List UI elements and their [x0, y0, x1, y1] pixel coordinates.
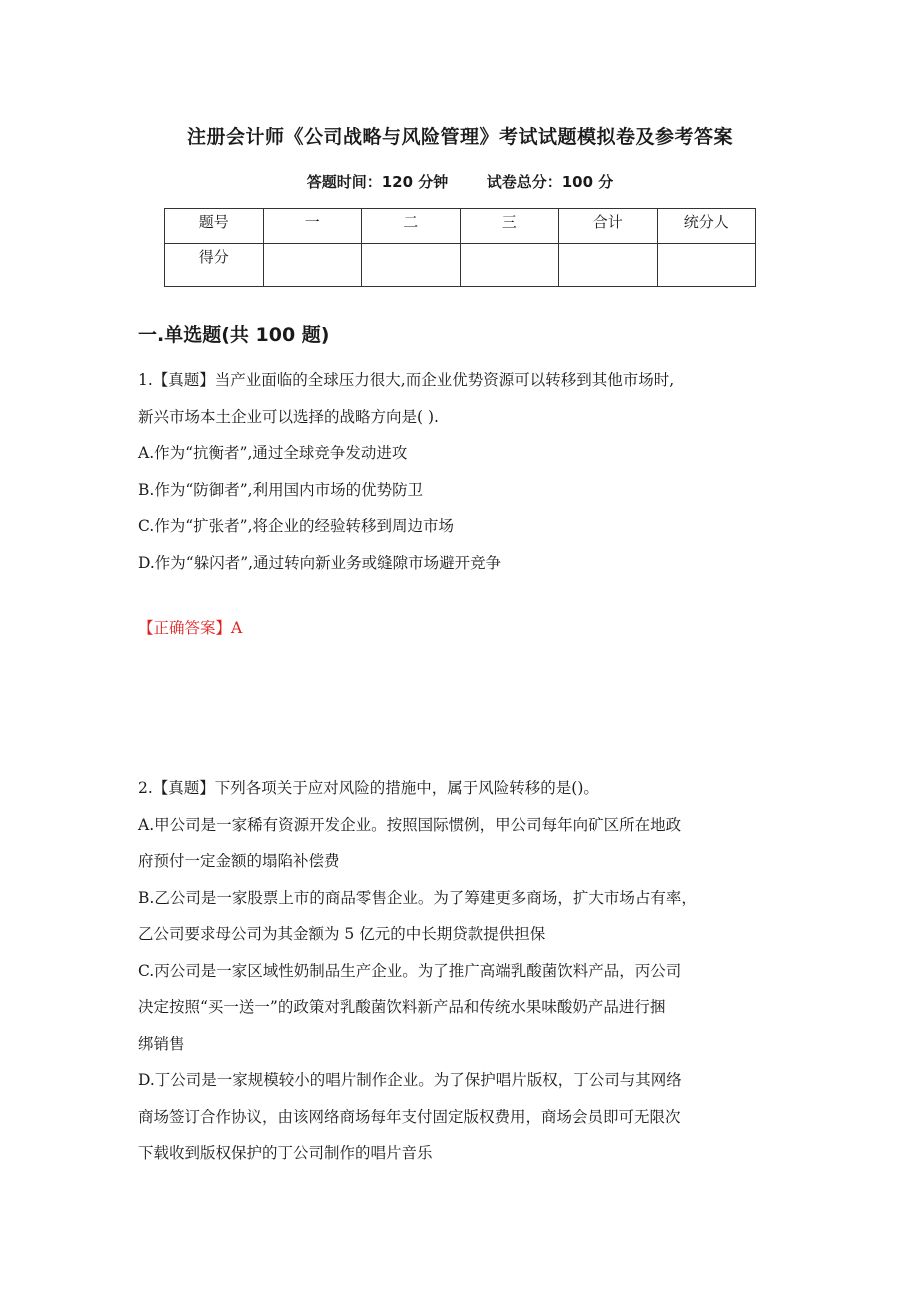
question-line: 下载收到版权保护的丁公司制作的唱片音乐 — [138, 1144, 433, 1162]
question-option: B.作为“防御者”,利用国内市场的优势防卫 — [138, 480, 424, 499]
question-stem-line: 新兴市场本土企业可以选择的战略方向是( ). — [138, 407, 439, 426]
score-table-row-label: 得分 — [165, 244, 264, 287]
score-table-header-cell: 三 — [460, 209, 559, 244]
correct-answer: 【正确答案】A — [138, 619, 243, 637]
score-table-score-row — [165, 244, 756, 287]
question-2 — [138, 770, 798, 1172]
exam-time: 答题时间：120 分钟 — [306, 173, 449, 191]
question-line: 乙公司要求母公司为其金额为 5 亿元的中长期贷款提供担保 — [138, 925, 546, 943]
question-line: 府预付一定金额的塌陷补偿费 — [138, 852, 340, 870]
score-table-empty-cell — [657, 244, 756, 287]
score-table-header-cell: 一 — [263, 209, 362, 244]
question-line: C.丙公司是一家区域性奶制品生产企业。为了推广高端乳酸菌饮料产品，丙公司 — [138, 961, 682, 980]
question-line: 商场签订合作协议，由该网络商场每年支付固定版权费用，商场会员即可无限次 — [138, 1107, 681, 1126]
score-table-empty-cell — [362, 244, 461, 287]
score-table — [164, 208, 756, 287]
question-line: D.丁公司是一家规模较小的唱片制作企业。为了保护唱片版权，丁公司与其网络 — [138, 1071, 682, 1089]
exam-meta — [0, 171, 920, 192]
score-table-header-cell: 合计 — [559, 209, 658, 244]
question-option: C.作为“扩张者”,将企业的经验转移到周边市场 — [138, 517, 455, 535]
exam-total-score: 试卷总分：100 分 — [486, 173, 614, 191]
question-stem-line: 1.【真题】当产业面临的全球压力很大,而企业优势资源可以转移到其他市场时, — [138, 371, 675, 389]
score-table-header-cell: 二 — [362, 209, 461, 244]
question-line: 决定按照“买一送一”的政策对乳酸菌饮料新产品和传统水果味酸奶产品进行捆 — [138, 998, 666, 1016]
score-table-empty-cell — [460, 244, 559, 287]
score-table-header-cell: 题号 — [165, 209, 264, 244]
score-table-header-cell: 统分人 — [657, 209, 756, 244]
score-table-header-row — [165, 209, 756, 244]
question-line: A.甲公司是一家稀有资源开发企业。按照国际惯例，甲公司每年向矿区所在地政 — [138, 815, 682, 834]
section-heading: 一.单选题(共 100 题) — [138, 324, 330, 346]
question-line: 2.【真题】下列各项关于应对风险的措施中，属于风险转移的是()。 — [138, 779, 599, 797]
question-line: 绑销售 — [138, 1034, 185, 1053]
document-title: 注册会计师《公司战略与风险管理》考试试题模拟卷及参考答案 — [186, 126, 733, 148]
question-option: D.作为“躲闪者”,通过转向新业务或缝隙市场避开竞争 — [138, 553, 502, 572]
score-table-empty-cell — [263, 244, 362, 287]
question-line: B.乙公司是一家股票上市的商品零售企业。为了筹建更多商场，扩大市场占有率， — [138, 888, 697, 907]
score-table-empty-cell — [559, 244, 658, 287]
question-1 — [138, 362, 798, 581]
question-option: A.作为“抗衡者”,通过全球竞争发动进攻 — [138, 444, 408, 462]
